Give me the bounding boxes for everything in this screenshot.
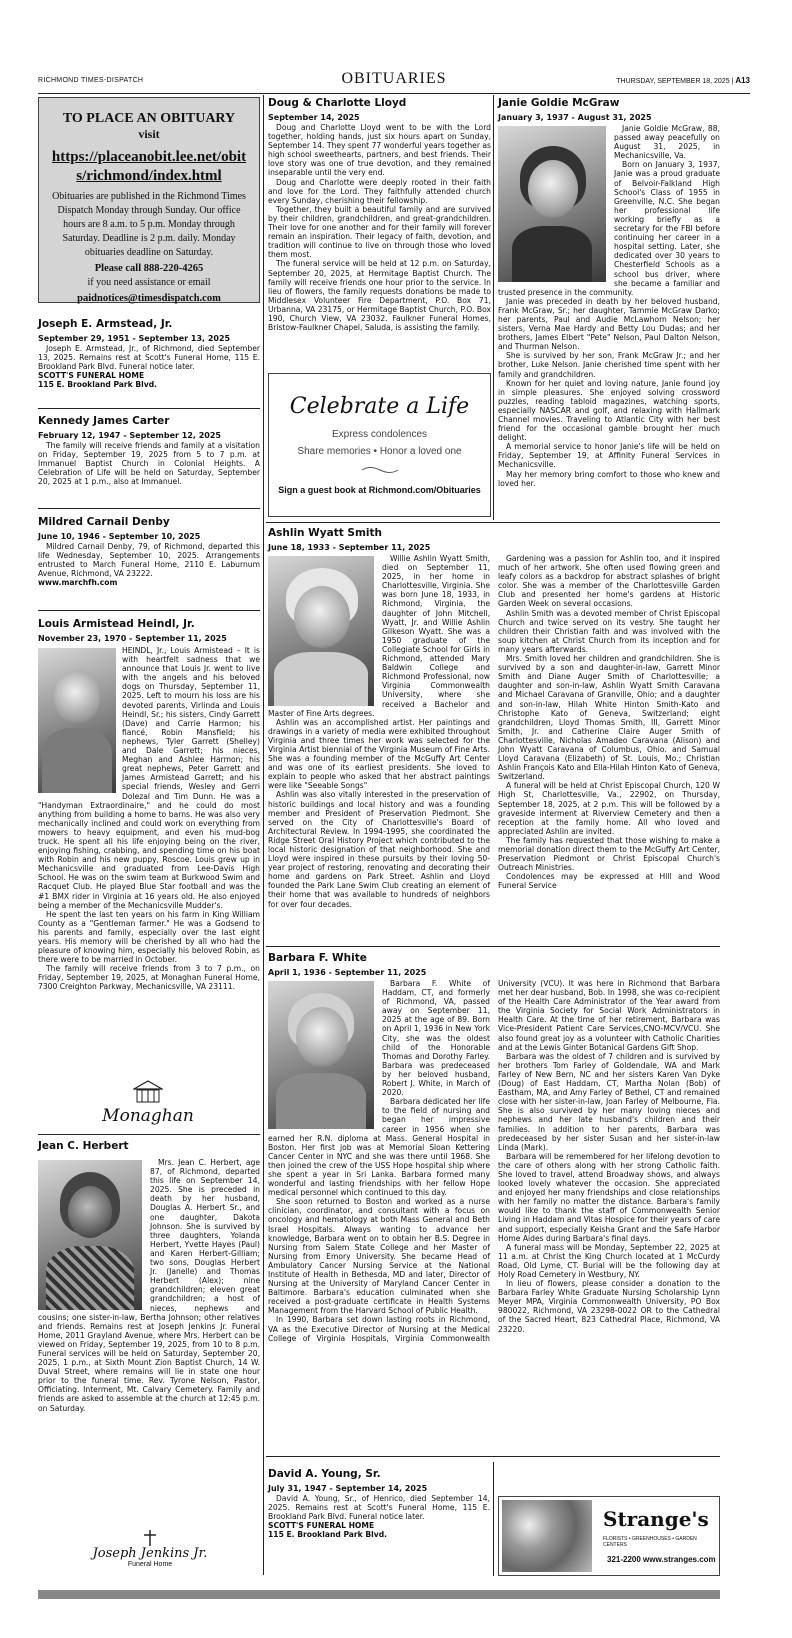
masthead [38,70,750,94]
jenkins-sub: Funeral Home [127,1561,173,1568]
obit-name: Jean C. Herbert [38,1140,129,1152]
obit-herbert [38,1140,260,1413]
obit-text: David A. Young, Sr., of Henrico, died September 14, 2025. Remains rest at Scott's Funeral Home, 115 E. Brookland Park Blvd. Funeral notice later. [268,1494,490,1522]
page-number: A13 [735,76,750,85]
obit-white [268,952,720,1343]
obit-text: Barbara dedicated her life to the field of nursing and began her impressive career in 1956 when she earned her R.N. diploma at Mass. General Hospital in Boston. Her first job was at Memorial Sloan Kettering Cancer Center in NYC and she was there until 1968. She then joined the crew of the USS Hope hospital ship where she spent a year in Sri Lanka. Barbara formed many wonderful and lasting friendships with her fellow Hope medical personnel which continued to this day. [268,1097,490,1198]
obit-dates: January 3, 1937 - August 31, 2025 [498,113,652,122]
obit-name: Louis Armistead Heindl, Jr. [38,618,195,630]
obit-text: Willie Ashlin Wyatt Smith, died on September 11, 2025, in her home in Charlottesville, Virginia. She was born June 18, 1933, in Richmond, Virginia, the daughter of John Mitchell, Wyatt, Jr. and Willie Ashlin Gilkeson Wyatt. She was a 1950 graduate of the Collegiate School for Girls in Richmond, attended Mary Baldwin College and Richmond Professional, now Virginia Commonwealth University, where she received a Bachelor and Master of Fine Arts degrees. [268,554,490,718]
place-help: if you need assistance or email [87,277,211,288]
portrait-photo [268,981,374,1129]
obit-text: Together, they built a beautiful family and are survived by their children, grandchildren, and great-grandchildren. Their love for one another and for their family will forever remain an inspiration. Their legacy of faith, devotion, and tradition will continue to live on through those who loved them most. [268,204,491,260]
obit-name: Ashlin Wyatt Smith [268,527,382,539]
obit-text: Ashlin was an accomplished artist. Her paintings and drawings in a variety of media were exhibited throughout Virginia and three times her work was selected for the Virginia Artist biennial of the Virginia Museum of Fine Arts. She was a founding member of the McGuffy Art Center and was one of its earliest presidents. She loved to explain to people who asked that her abstract paintings were like "Seeable Songs" [268,717,490,791]
funeral-home: SCOTT'S FUNERAL HOME [38,371,145,381]
obit-text: In 1990, Barbara set down lasting roots in Richmond, VA as the Executive Director of Nursing at the Medical College of Virginia Hospitals, Virginia Commonwealth University (VCU). It was here in Richmond that Barbara met her dear husband, Bob. In 1998, she was co-recipient of the Health Care Administrator of the Year award from the Virginia Society for Social Work Administrators in Health Care. At the time of her retirement, Barbara was Vice-President Patient Care Services,CNO-MCV/VCU. She also found great joy as a volunteer with Catholic Charities and at the Lewis Ginter Botanical Gardens Gift Shop. [268,979,720,1343]
funeral-home-site[interactable]: www.marchfh.com [38,578,118,588]
obit-text: Joseph E. Armstead, Jr., of Richmond, died September 13, 2025. Remains rest at Scott's Funeral Home, 115 E. Brookland Park Blvd. Funeral notice later. [38,344,260,372]
obit-text: Known for her quiet and loving nature, Janie found joy in simple pleasures. She enjoyed solving crossword puzzles, reading tabloid magazines, watching sports, especially NASCAR and golf, and relaxing with Hallmark Channel movies. Traveling to Atlantic City with her best friend for the occasional gamble brought her much delight. [498,378,720,443]
obit-text: Mrs. Jean C. Herbert, age 87, of Richmond, departed this life on September 14, 2025. She is preceded in death by her husband, Douglas A. Herbert Sr., and one daughter, Dakota Johnson. She is survived by three daughters, Yolanda Herbert, Yvette Hayes (Paul) and Karen Herbert-Gilliam; two sons, Douglas Herbert Jr. (Janelle) and Thomas Herbert (Alex); nine grandchildren; eleven great grandchildren; a host of nieces, nephews and cousins; one sister-in-law, Bertha Johnson; other relatives and friends. Remains rest at Joseph Jenkins Jr. Funeral Home, 2011 Grayland Avenue, where Mrs. Herbert can be viewed on Friday, September 19, 2025, from 10 to 8 p.m. Funeral services will be held on Saturday, September 20, 2025, 1 p.m., at Sixth Mount Zion Baptist Church, 14 W. Duval Street, where remains will lie in state one hour prior to the funeral time. Rev. Tyrone Nelson, Pastor, Officiating. Interment, Mt. Calvary Cemetery. Family and friends are asked to assemble at the church at 12:45 p.m. on Saturday. [38,1158,260,1413]
obit-text: Mildred Carnail Denby, 79, of Richmond, departed this life Wednesday, September 10, 2025. Arrangements entrusted to March Funeral Home, 2110 E. Laburnum Avenue, Richmond, VA 23222. [38,542,260,579]
portrait-photo [38,648,116,793]
obit-dates: November 23, 1970 - September 11, 2025 [38,634,227,643]
stranges-phone: 321-2200 www.stranges.com [607,1555,716,1564]
divider [266,1456,720,1457]
celebrate-line3: Sign a guest book at Richmond.com/Obituaries [278,485,481,495]
obit-dates: June 10, 1946 - September 10, 2025 [38,532,201,541]
obit-dates: February 12, 1947 - September 12, 2025 [38,431,221,440]
obit-armstead [38,318,260,390]
obit-text: Born on January 3, 1937, Janie was a proud graduate of Belvoir-Falkland High School's Class of 1955 in Greenville, N.C. She began her professional life working briefly as a secretary for the FBI before continuing her career in a hospital setting. Later, she dedicated over 30 years to Chesterfield Schools as a school bus driver, where she became a familiar and trusted presence in the community. [498,160,720,297]
obit-young [268,1468,490,1540]
stranges-name: Strange's [603,1507,709,1531]
obit-text: In lieu of flowers, please consider a donation to the Barbara Farley White Graduate Nursing Scholarship Lynn Meyer MPA, Virginia Commonwealth University, PO Box 980022, Richmond, VA 23298-0022 OR to the Cathedral of the Sacred Heart, 823 Cathedral Place, Richmond, VA 23220. [498,1279,720,1334]
obit-text: Janie Goldie McGraw, 88, passed away peacefully on August 31, 2025, in Mechanicsville, Va. [614,124,720,161]
flourish-icon [360,465,400,475]
obit-name: David A. Young, Sr. [268,1468,381,1480]
obit-text: Barbara was the oldest of 7 children and is survived by her brothers Tom Farley of Goldendale, WA and Mark Farley of New Bern, NC and her sisters Karen Van Dyke (Doug) of East Haddam, CT, Martha Nolan (Bob) of Eastham, MA, and Amy Farley of Bethel, CT and remained close with her sister-in-law, Joan Farley of Melbourne, Fla. She is also survived by her many loving nieces and nephews and her late husband's children and their families. In addition to her parents, Barbara was predeceased by her sister Susan and her sister-in-law Linda (Mark). [498,1051,720,1152]
obit-name: Janie Goldie McGraw [498,97,620,109]
date-text: THURSDAY, SEPTEMBER 18, 2025 [616,78,730,85]
obit-dates: July 31, 1947 - September 14, 2025 [268,1484,428,1493]
obit-dates: June 18, 1933 - September 11, 2025 [268,543,431,552]
column-divider [493,1462,494,1576]
section-title: OBITUARIES [341,70,447,87]
obit-dates: April 1, 1936 - September 11, 2025 [268,968,427,977]
obit-text: Condolences may be expressed at Hill and Wood Funeral Service [498,872,720,891]
celebrate-line2: Share memories • Honor a loved one [297,446,462,457]
divider [38,508,260,509]
monaghan-logo [100,1080,196,1126]
divider [266,522,720,523]
obit-mcgraw [498,97,720,488]
funeral-home-address: 115 E. Brookland Park Blvd. [268,1530,388,1540]
obit-text: May her memory bring comfort to those who knew and loved her. [498,469,720,488]
obit-text: The funeral service will be held at 12 p.m. on Saturday, September 20, 2025, at Hermitage Baptist Church. The family will receive friends one hour prior to the service. In lieu of flowers, the family requests donations be made to Middlesex Volunteer Fire Department, P.O. Box 71, Urbanna, VA 23175, or Hermitage Baptist Church, P.O. Box 190, Church View, VA 23032. Faulkner Funeral Homes, Bristow-Faulkner Chapel, Saluda, is assisting the family. [268,259,491,333]
obit-text: Mrs. Smith loved her children and grandchildren. She is survived by a son and daughter-in-law, Garrett Minor Smith and Diane Auger Smith of Charlottesville; a daughter and son-in-law, Ashlin Wyatt Smith Caravana and Michael Caravana of Granville, Ohio; and a daughter and son-in-law, Hilah White Hinton Smith-Kato and Christophe Kato of Geneva, Switzerland; eight grandchildren, Lloyd Thomas Smith, III, Garrett Minor Smith, Jr. and Catherine Claire Auger Smith of Charlottesville, Nicholas Amadeo Caravana (Alison) and John Wyatt Caravana of Columbus, Ohio. and Samual Lloyd Caravana (Elizabeth) of St. Louis, Mo.; Christian Ashlin François Kato and Ella-Hilah Hinton Kato of Geneva, Switzerland. [498,654,720,782]
obit-dates: September 29, 1951 - September 13, 2025 [38,334,231,343]
portrait-photo [38,1160,142,1310]
obit-name: Kennedy James Carter [38,415,170,427]
obit-text: She is survived by her son, Frank McGraw Jr.; and her brother, Luke Nelson. Janie cherished time spent with her family and grandchildren. [498,351,720,379]
obit-text: Barbara will be remembered for her lifelong devotion to the care of others along with her strong Catholic faith. She loved to travel, attend Broadway shows, and always looked lovely whatever the occasion. She appreciated and enjoyed her many friendships and close relationships with her family no matter the distance. Barbara's family would like to thank the staff of Commonwealth Senior Living in Haddam and Vitas Hospice for their years of care and support, especially Keisha Grant and the Safe Harbor Home Aides during Barbara's final days. [498,1151,720,1243]
funeral-home: SCOTT'S FUNERAL HOME [268,1521,375,1531]
cross-icon [140,1530,160,1546]
obit-text: Gardening was a passion for Ashlin too, and it inspired much of her artwork. She often used flowing green and leafy colors as a backdrop for abstract splashes of bright color. She was a member of the Charlottesville Garden Club and presented her home's gardens at Historic Garden Week on several occasions. [498,554,720,609]
divider [266,946,720,947]
obit-carter [38,415,260,486]
obit-text: The family will receive friends and family at a visitation on Friday, September 19, 2025 from 5 to 7 p.m. at Immanuel Baptist Church in Colonial Heights. A Celebration of Life will be held on Saturday, September 20, 2025 at 1 p.m., also at Immanuel. [38,441,260,487]
obit-text: Ashlin was also vitally interested in the preservation of historic buildings and local history and was a founding member and President of Preservation Piedmont. She served on the City of Charlottesville's Board of Architectural Review. In 1994-1995, she coordinated the Ridge Street Oral History Project which contributed to the local historic designation of that neighborhood. She and Lloyd were inspired in these pursuits by their loving 50-year project of restoring, renovating and decorating their home and gardens on Park Street. Ashlin and Lloyd founded the Park Lane Swim Club creating an element of their home that was available to hundreds of neighbors for over four decades. [268,790,490,909]
place-visit: visit [138,127,160,141]
issue-date: THURSDAY, SEPTEMBER 18, 2025 | A13 [616,76,750,85]
place-title: TO PLACE AN OBITUARY [62,111,236,126]
divider [38,610,260,611]
building-icon [133,1080,163,1104]
paper-name: RICHMOND TIMES-DISPATCH [38,77,144,84]
obit-text: Barbara F. White of Haddam, CT, and formerly of Richmond, VA, passed away on September 11, 2025 at the age of 89. Born on April 1, 1936 in New York City, she was the oldest child of the Honorable Thomas and Dorothy Farley. Barbara was predeceased by her beloved husband, Robert J. White, in March of 2020. [382,979,490,1098]
obit-text: She soon returned to Boston and worked as a nurse clinician, coordinator, and consultant with a focus on oncology and hematology at both Mass General and Beth Israel Hospitals. Always wanting to advance her knowledge, Barbara went on to obtain her B.S. Degree in Nursing from Salem State College and her Master of Nursing from Emory University. She became Head of Ambulatory Cancer Nursing Service at the National Institute of Health in Bethesda, MD and later, Director of Nursing at the University of Maryland Cancer Center in Baltimore. Barbara's education culminated when she received a post-graduate certificate in Health Systems Management from the Harvard School of Public Health. [268,1197,490,1316]
place-info: Obituaries are published in the Richmond Times Dispatch Monday through Sunday. Our office hours are 8 a.m. to 5 p.m. Monday through Saturday. Deadline is 2 p.m. daily. Monday obituaries deadline on Saturday. [52,191,246,258]
portrait-photo [498,126,606,282]
jenkins-logo [90,1530,210,1570]
obit-text: A funeral will be held at Christ Episcopal Church, 120 W High St, Charlottesville, Va., 22902, on Thursday, September 18, 2025, at 2 p.m. This will be followed by a graveside interment at Riverview Cemetery and then a reception at the family home. All who loved and appreciated Ashlin are invited. [498,781,720,836]
obit-heindl [38,618,260,992]
obit-text: Doug and Charlotte were deeply rooted in their faith and love for the Lord. They faithfully attended church every Sunday, cherishing their fellowship. [268,177,491,205]
celebrate-title: Celebrate a Life [289,394,470,419]
obit-denby [38,516,260,588]
flowers-image [502,1500,592,1572]
funeral-home-address: 115 E. Brookland Park Blvd. [38,380,158,390]
obit-text: The family has requested that those wishing to make a memorial donation direct them to the McGuffy Art Center, Preservation Piedmont or Christ Episcopal Church's Outreach Ministries. [498,835,720,873]
obit-text: A memorial service to honor Janie's life will be held on Friday, September 19, at Affinity Funeral Services in Mechanicsville. [498,442,720,470]
footer-bar [38,1590,720,1599]
column-divider [263,95,264,1575]
place-call: Please call 888-220-4265 [94,263,204,274]
obit-name: Joseph E. Armstead, Jr. [38,318,173,330]
obit-text: HEINDL, Jr., Louis Armistead – It is with heartfelt sadness that we announce that Louis Jr. went to live with the angels and his beloved dogs on Thursday, September 11, 2025. Left to mourn his loss are his devoted parents, Virlinda and Louis Heindl, Sr.; his sisters, Cindy Garrett (Dave) and Carrie Harmon; his fiancé, Robin Mansfield; his nephews, Tyler Garrett (Shelley) and Dale Garrett; his nieces, Meghan and Ashlee Harmon; his great nephews, Peter Garrett and James Armistead Garrett; and his special friends, Wesley and Gerri Dolezal and Tim Dunn. He was a "Handyman Extraordinaire," and he could do most anything from building a home to barns. He was also very mechanically inclined and could work on everything from mowers to heavy equipment, and even his mud-bog truck. He spent all his life enjoying being on the river, enjoying fishing, crabbing, and spending time on his boat with Robin and his new puppy, Roscoe. Louis grew up in Mechanicsville and graduated from Lee-Davis High School. He was on the swim team at Burkwood Swim and Racquet Club. He played Blue Star football and was the #1 BMX rider in Virginia at 16 years old. He also enjoyed being a member of the Mechanicsville Mudder's. [38,646,260,910]
obit-lloyd [268,97,491,332]
column-divider [493,95,494,520]
obit-name: Barbara F. White [268,952,367,964]
obit-smith [268,527,720,909]
divider [38,408,260,409]
obit-text: Ashlin Smith was a devoted member of Christ Episcopal Church and twice served on its vestry. She taught her children their Christian faith and was involved with the soup kitchen at Christ Church from its inception and for many years afterwards. [498,608,720,654]
portrait-photo [268,556,374,706]
divider [38,1134,260,1135]
monaghan-name: Monaghan [102,1106,194,1126]
obit-text: A funeral mass will be Monday, September 22, 2025 at 11 a.m. at Christ the King Church located at 1 McCurdy Road, Old Lyme, CT. Burial will be the following day at Holy Road Cemetery in Westbury, NY. [498,1242,720,1279]
obit-text: He spent the last ten years on his farm in King William County as a "Gentleman farmer." He was a Godsend to his parents and family, especially over the last eight years. His memory will be cherished by all who had the pleasure of knowing him, especially his beloved Robin, as there were to be married in October. [38,909,260,965]
celebrate-line1: Express condolences [331,429,428,440]
obit-text: Janie was preceded in death by her beloved husband, Frank McGraw, Sr.; her daughter, Tammie McGraw Darko; her parents, Paul and Audie McLawhorn Nelson; her sisters, Verna Mae Hardy and Betty Lou Dudas; and her brothers, James Elbert "Pete" Nelson, Paul Dalton Nelson, and Thurman Nelson. [498,296,720,352]
obit-text: Doug and Charlotte Lloyd went to be with the Lord together, holding hands, just six hours apart on Sunday, September 14. They spent 77 wonderful years together as high school sweethearts, partners, and best friends. Their love story was one of true devotion, and they remained inseparable until the very end. [268,123,491,178]
place-obituary-box [38,97,260,303]
stranges-ad[interactable] [498,1496,720,1576]
obit-text: The family will receive friends from 3 to 7 p.m., on Friday, September 19, 2025, at Monaghan Funeral Home, 7300 Creighton Parkway, Mechanicsville, VA 23111. [38,964,260,992]
celebrate-life-ad[interactable] [268,373,491,517]
stranges-tagline: FLORISTS • GREENHOUSES • GARDEN CENTERS [603,1536,697,1548]
jenkins-name: Joseph Jenkins Jr. [92,1546,208,1561]
obit-dates: September 14, 2025 [268,113,360,122]
obit-name: Mildred Carnail Denby [38,516,170,528]
obit-name: Doug & Charlotte Lloyd [268,97,407,109]
place-obituary-link[interactable]: https://placeanobit.lee.net/obits/richmond/index.html [51,149,247,184]
place-email[interactable]: paidnotices@timesdispatch.com [77,293,221,304]
